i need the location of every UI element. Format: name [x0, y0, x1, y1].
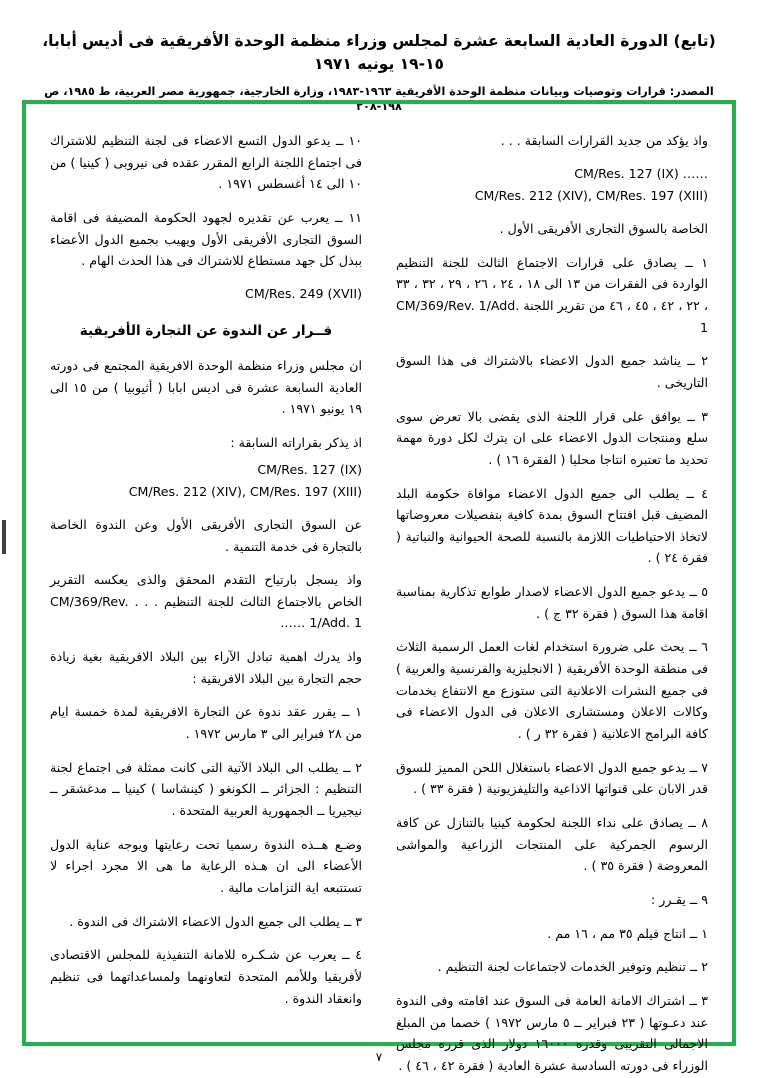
paragraph: واذ يدرك اهمية تبادل الآراء بين البلاد الافريقية بغية زيادة حجم التجارة بين البلاد الافريقية : [50, 649, 362, 686]
page-header [0, 0, 758, 115]
paragraph: ١ ــ يقرر عقد ندوة عن التجارة الافريقية لمدة خمسة ايام من ٢٨ فبراير الى ٣ مارس ١٩٧٢ . [50, 704, 362, 742]
paragraph: ٢ ــ يطلب الى البلاد الآتية التى كانت ممثلة فى اجتماع لجنة التنظيم : الجزائر ــ الكونغو ( كينشاسا ) كينيا ــ مدغشقر ــ نيجيريا ــ الجمهورية العربية المتحدة . [50, 759, 362, 819]
margin-tick-mark [2, 520, 6, 554]
paragraph: ٣ ــ يطلب الى جميع الدول الاعضاء الاشتراك فى الندوة . [69, 913, 362, 929]
paragraph: ٦ ــ يحث على ضرورة استخدام لغات العمل الرسمية الثلاث فى منطقة الوحدة الأفريقية ( الانجليزية والفرنسية والعربية ) فى جميع النشرات الاعلانية التى ستوزع مع الانتفاع بخدمات وكالات الاعلان ومستشارى الاعلان فى الدول الاعضاء فى كافة البرامج الاعلانية ( فقرة ٣٢ ر ) . [396, 639, 708, 742]
resolution-reference: CM/Res. 127 (IX) …… [574, 165, 708, 181]
paragraph: اذ يذكر بقراراته السابقة : [230, 434, 362, 450]
page-title: (تابع) الدورة العادية السابعة عشرة لمجلس وزراء منظمة الوحدة الأفريقية فى أديس أبابا، ١٥-١٩ يونيه ١٩٧١ [42, 32, 716, 74]
paragraph: ٧ ــ يدعو جميع الدول الاعضاء باستغلال اللحن المميز للسوق قدر الابان على قنواتها الاذاعية والتليفزيونية ( فقرة ٣٣ ) . [396, 759, 708, 797]
page-number: ٧ [375, 1050, 383, 1064]
paragraph: ٥ ــ يدعو جميع الدول الاعضاء لاصدار طوابع تذكارية بمناسبة اقامة هذا السوق ( فقرة ٣٢ ج ) . [396, 584, 708, 621]
paragraph: ١١ ــ يعرب عن تقديره لجهود الحكومة المضيفة فى اقامة السوق التجارى الأفريقى الأول ويهيب بجميع الدول الأعضاء ببذل كل جهد مستطاع للاشتراك فى هذا الحدث الهام . [50, 209, 362, 269]
paragraph: الخاصة بالسوق التجارى الأفريقى الأول . [499, 220, 708, 236]
paragraph: ٢ ــ يناشد جميع الدول الاعضاء بالاشتراك فى هذا السوق التاريخى . [396, 353, 708, 390]
two-column-layout [50, 130, 708, 1073]
paragraph: وضـع هــذه الندوة رسميا تحت رعايتها ويوجه عناية الدول الأعضاء الى ان هـذه الرعاية ما هى الا مجرد اجراء لا تستتبعه اية التزامات مالية . [50, 836, 362, 896]
paragraph: ١ ــ انتاج فيلم ٣٥ مم ، ١٦ مم . [547, 925, 708, 941]
resolution-reference: CM/Res. 212 (XIV), CM/Res. 197 (XIII) [128, 483, 362, 499]
paragraph: ٤ ــ يطلب الى جميع الدول الاعضاء موافاة حكومة البلد المضيف قبل افتتاح السوق بمدة كافية بتفصيلات معروضاتها لاتخاذ الاحتياطيات اللازمة بالنسبة للصحة الحيوانية والنباتية ( فقرة ٢٤ ) . [396, 485, 708, 566]
right-column [379, 130, 708, 1073]
paragraph: ٨ ــ يصادق على نداء اللجنة لحكومة كينيا بالتنازل عن كافة الرسوم الجمركية على المنتجات الزراعية والمواشى المعروضة ( فقرة ٣٥ ) . [396, 815, 708, 874]
paragraph: ١ ــ يصادق على قرارات الاجتماع الثالث للجنة التنظيم الواردة فى الفقرات من ١٣ الى ١٨ ، ٢٤ ، ٢٦ ، ٢٩ ، ٣٢ ، ٣٣ ، ٢٢ ، ٤٢ ، ٤٥ ، ٤٦ من تقرير اللجنة CM/369/Rev. 1/Add. 1 [396, 254, 708, 335]
left-column [50, 130, 379, 1024]
section-heading: قــرار عن الندوة عن التجارة الأفريقية [79, 322, 333, 339]
paragraph: ١٠ ــ يدعو الدول التسع الاعضاء فى لجنة التنظيم للاشتراك فى اجتماع اللجنة الرابع المقرر عقده فى نيروبى ( كينيا ) من ١٠ الى ١٤ أغسطس ١٩٧١ . [50, 133, 362, 192]
paragraph: ٣ ــ يوافق على قرار اللجنة الذى يقضى بالا تعرض سوى سلع ومنتجات الدول الاعضاء على ان يترك لكل دورة مهمة تحديد ما تعتبره انتاجا محليا ( الفقرة ١٦ ) . [396, 408, 708, 467]
source-line: المصدر: ‏قرارات وتوصيات وبيانات منظمة الوحدة الأفريقية ١٩٦٣-١٩٨٣‏، وزارة الخارجية، جمهورية مصر العربية، ط ١٩٨٥، ص ١٩٨-٢٠٨ [44, 84, 714, 114]
paragraph: ٩ ــ يقـرر : [651, 892, 708, 907]
paragraph: ان مجلس وزراء منظمة الوحدة الافريقية المجتمع فى دورته العادية السابعة عشرة فى اديس ابابا ( أثيوبيا ) من ١٥ الى ١٩ يونيو ١٩٧١ . [50, 357, 362, 417]
resolution-reference: CM/Res. 127 (IX) [257, 461, 362, 477]
resolution-reference: CM/Res. 212 (XIV), CM/Res. 197 (XIII) [474, 187, 708, 203]
paragraph: ٢ ــ تنظيم وتوفير الخدمات لاجتماعات لجنة التنظيم . [437, 959, 708, 975]
content-area [26, 112, 732, 1073]
paragraph: واذ يسجل بارتياح التقدم المحقق والذى يعكسه التقرير الخاص بالاجتماع الثالث للجنة التنظيم . . . CM/369/Rev. 1/Add. 1 …… [50, 572, 362, 631]
paragraph: ٤ ــ يعرب عن شـكـره للامانة التنفيذية للمجلس الاقتصادى لأفريقيا وللأمم المتحدة لتعاونهما ولمساعداتهما فى تنظيم وانعقاد الندوة . [50, 947, 362, 1006]
paragraph: ٣ ــ اشتراك الامانة العامة فى السوق عند اقامته وفى الندوة عند دعـوتها ( ٢٣ فبراير ــ ٥ مارس ١٩٧٢ ) خصما من المبلغ الاجمالى التقريبى وقدره ١٦٠٠٠ دولار الذى قرره مجلس الوزراء فى دورته السادسة عشرة العادية ( فقرة ٤٢ ، ٤٦ ) . [396, 992, 708, 1073]
paragraph: واذ يؤكد من جديد القرارات السابقة . . . [500, 133, 708, 148]
paragraph: عن السوق التجارى الأفريقى الأول وعن الندوة الخاصة بالتجارة فى خدمة التنمية . [50, 516, 362, 554]
resolution-reference: CM/Res. 249 (XVII) [245, 285, 362, 301]
